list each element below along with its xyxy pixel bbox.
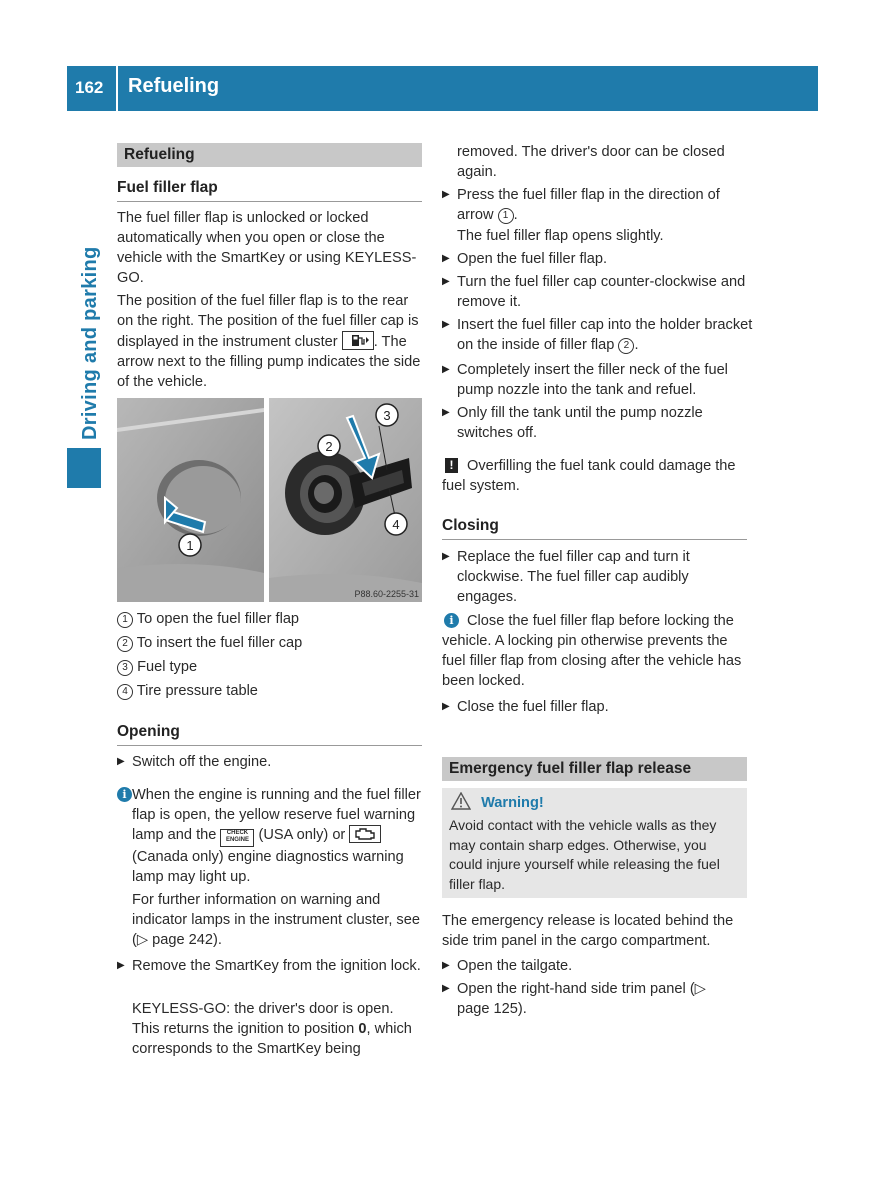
image-callout-2: 2 — [325, 439, 333, 454]
heading-closing: Closing — [442, 516, 747, 540]
ignition-position: 0 — [358, 1021, 367, 1037]
info-note-more: For further information on warning and indicator lamps in the instrument cluster, see (▷ page 242). — [132, 892, 420, 948]
image-legend — [117, 609, 422, 705]
image-callout-4: 4 — [392, 517, 400, 532]
step-insert-nozzle: ▶ Completely insert the filler neck of the fuel pump nozzle into the tank and refuel. — [442, 360, 762, 400]
callout-ref-2: 2 — [618, 338, 634, 354]
legend-text: To insert the fuel filler cap — [136, 635, 303, 651]
fuel-pump-icon — [342, 331, 374, 350]
step-open-tailgate: ▶ Open the tailgate. — [442, 956, 757, 976]
step-press-flap-end: . — [513, 207, 518, 223]
paragraph-flap-position — [117, 291, 423, 392]
keyless-go-note-text: KEYLESS-GO: the driver's door is open. This returns the ignition to position — [132, 1001, 394, 1037]
step-remove-smartkey: ▶ Remove the SmartKey from the ignition lock. — [117, 956, 422, 976]
image-code: P88.60-2255-31 — [354, 589, 419, 599]
caution-note — [442, 456, 748, 496]
legend-text: Tire pressure table — [136, 683, 258, 699]
info-note-text — [132, 785, 422, 887]
check-engine-icon — [220, 829, 254, 847]
page-title: Refueling — [128, 75, 220, 97]
warning-triangle-icon — [451, 792, 471, 810]
warning-title: Warning! — [481, 795, 544, 811]
heading-opening: Opening — [117, 722, 422, 746]
step-press-flap — [442, 185, 757, 225]
legend-item — [117, 633, 422, 657]
step-fill-tank: ▶ Only fill the tank until the pump nozzle switches off. — [442, 403, 757, 443]
result-flap-opens: The fuel filler flap opens slightly. — [457, 228, 664, 244]
image-callout-1: 1 — [186, 538, 194, 553]
heading-fuel-filler-flap: Fuel filler flap — [117, 178, 422, 202]
keyless-go-note — [132, 999, 424, 1059]
header-divider — [116, 66, 118, 111]
info-note-text-a: When the engine is running and the fuel filler flap is open, the yellow reserve fuel warning lamp and the — [132, 787, 421, 843]
step-press-flap-text: Press the fuel filler flap in the direction of arrow — [457, 187, 720, 223]
paragraph-flap-position-end: . The arrow next to the filling pump indicates the side of the vehicle. — [117, 334, 421, 390]
caution-icon: ! — [445, 458, 458, 473]
info-note-text-b: (USA only) or — [258, 827, 346, 843]
chapter-tab-marker — [67, 448, 101, 488]
info-note-locking-pin — [442, 611, 748, 691]
page-number: 162 — [75, 78, 104, 97]
image-callout-3: 3 — [383, 408, 391, 423]
warning-box — [442, 788, 747, 898]
info-icon: i — [117, 787, 132, 802]
warning-header — [451, 792, 544, 813]
paragraph-flap-position-text: The position of the fuel filler flap is to the rear on the right. The position of the fuel filler cap is displayed in the instrument cluster — [117, 293, 419, 350]
check-engine-icon-label: CHECK ENGINE — [225, 830, 249, 843]
step-insert-cap-end: . — [634, 337, 639, 353]
warning-text: Avoid contact with the vehicle walls as they may contain sharp edges. Otherwise, you could injure yourself while releasing the fuel filler flap. — [449, 817, 720, 892]
step-insert-cap — [442, 315, 757, 355]
section-title-emergency-release: Emergency fuel filler flap release — [442, 757, 747, 781]
info-note-text-c: (Canada only) engine diagnostics warning lamp may light up. — [132, 849, 404, 885]
step-close-flap: ▶ Close the fuel filler flap. — [442, 697, 757, 717]
chapter-tab-label: Driving and parking — [79, 246, 101, 440]
step-open-flap: ▶ Open the fuel filler flap. — [442, 249, 757, 269]
continued-text: removed. The driver's door can be closed again. — [457, 144, 725, 180]
legend-number: 2 — [117, 636, 133, 652]
legend-item — [117, 609, 422, 633]
paragraph-flap-lock: The fuel filler flap is unlocked or locked automatically when you open or close the vehicle with the SmartKey or using KEYLESS-GO. — [117, 210, 417, 286]
info-note-warning-lamps — [117, 785, 422, 950]
info-icon: i — [444, 613, 459, 628]
caution-text: Overfilling the fuel tank could damage the fuel system. — [442, 458, 736, 494]
section-title-refueling: Refueling — [117, 143, 422, 167]
legend-text: Fuel type — [137, 659, 198, 675]
step-open-trim-panel: ▶ Open the right-hand side trim panel (▷ page 125). — [442, 979, 727, 1019]
info-note-locking-text: Close the fuel filler flap before locking the vehicle. A locking pin otherwise prevents the fuel filler flap from closing after the vehicle has been locked. — [442, 613, 742, 689]
legend-number: 3 — [117, 660, 133, 676]
engine-icon — [349, 825, 381, 843]
fuel-flap-illustration — [117, 398, 422, 602]
legend-number: 4 — [117, 684, 133, 700]
legend-number: 1 — [117, 612, 133, 628]
step-switch-off: ▶ Switch off the engine. — [117, 752, 422, 772]
legend-item — [117, 657, 422, 681]
page-header — [67, 66, 818, 111]
callout-ref-1: 1 — [498, 208, 514, 224]
legend-item — [117, 681, 422, 705]
step-turn-cap: ▶ Turn the fuel filler cap counter-clockwise and remove it. — [442, 272, 757, 312]
step-insert-cap-text: Insert the fuel filler cap into the holder bracket on the inside of filler flap — [457, 317, 753, 353]
legend-text: To open the fuel filler flap — [136, 611, 300, 627]
emergency-release-location: The emergency release is located behind the side trim panel in the cargo compartment. — [442, 913, 734, 949]
left-column — [117, 143, 422, 167]
keyless-go-note-end: , which corresponds to the SmartKey being — [132, 1021, 412, 1057]
step-replace-cap: ▶ Replace the fuel filler cap and turn it clockwise. The fuel filler cap audibly engages. — [442, 547, 737, 607]
